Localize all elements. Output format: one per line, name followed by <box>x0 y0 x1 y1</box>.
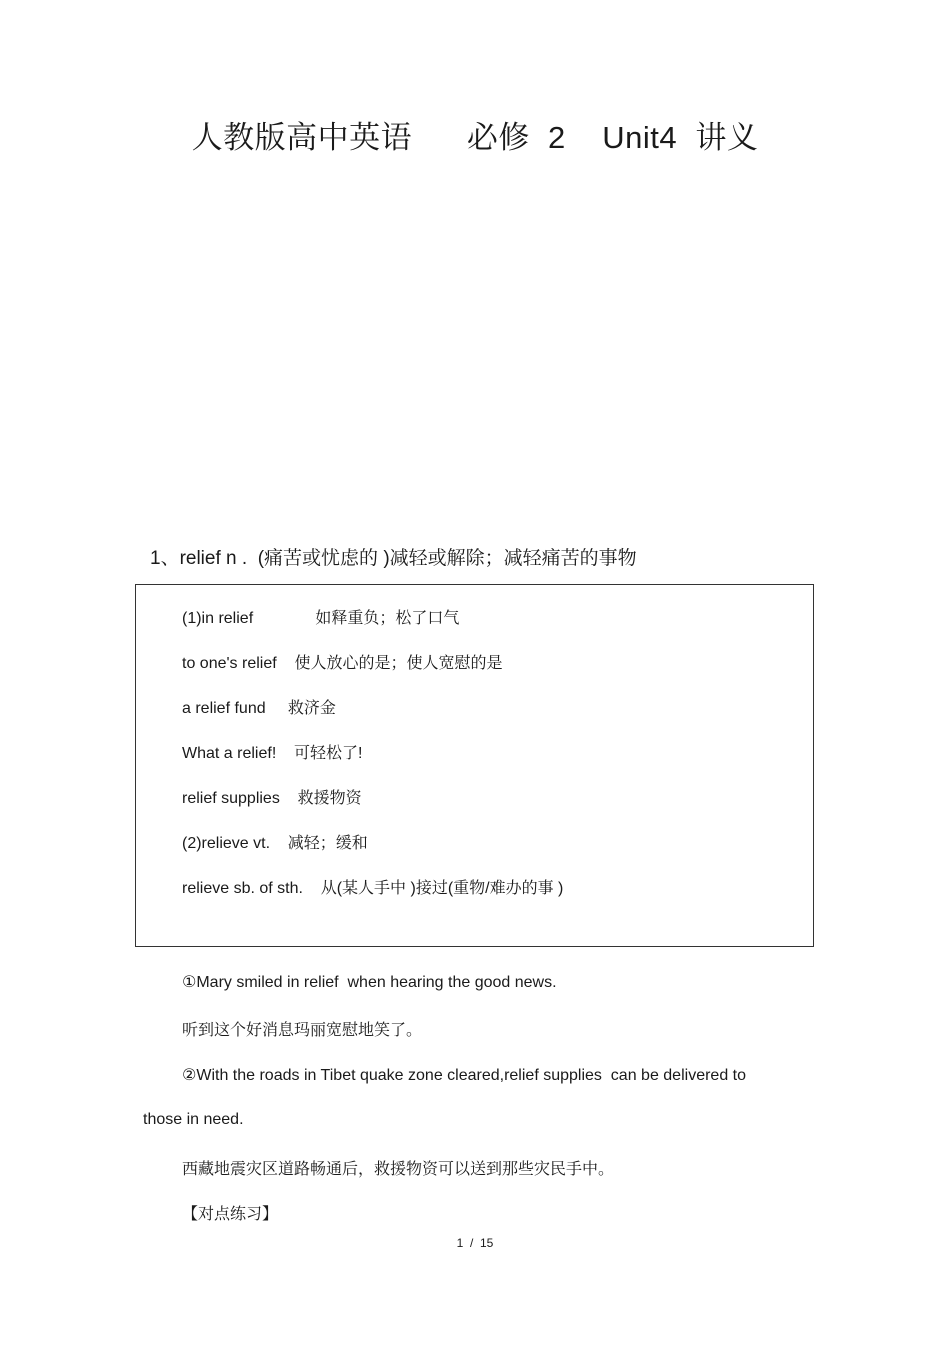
vocab-line: a relief fund 救济金 <box>182 700 336 717</box>
page-number: 1 / 15 <box>456 1236 494 1250</box>
section-heading: 1、relief n . (痛苦或忧虑的 )减轻或解除；减轻痛苦的事物 <box>150 548 637 569</box>
page-title: 人教版高中英语 必修 2 Unit4 讲义 <box>191 120 759 155</box>
practice-heading: 【对点练习】 <box>182 1206 279 1223</box>
example-1-english: ①Mary smiled in relief when hearing the good news. <box>182 974 557 991</box>
example-2-english-line-1: ②With the roads in Tibet quake zone cleared,relief supplies can be delivered to <box>182 1067 746 1084</box>
example-1-chinese: 听到这个好消息玛丽宽慰地笑了。 <box>182 1022 423 1039</box>
vocab-line: relief supplies 救援物资 <box>182 790 362 807</box>
vocab-line: relieve sb. of sth. 从(某人手中 )接过(重物/难办的事 ) <box>182 880 564 897</box>
vocab-box <box>135 584 814 947</box>
example-2-chinese: 西藏地震灾区道路畅通后，救援物资可以送到那些灾民手中。 <box>182 1161 615 1178</box>
vocab-line: (2)relieve vt. 减轻；缓和 <box>182 835 368 852</box>
vocab-line: to one's relief 使人放心的是；使人宽慰的是 <box>182 655 503 672</box>
vocab-line: (1)in relief 如释重负；松了口气 <box>182 610 460 627</box>
vocab-line: What a relief! 可轻松了! <box>182 745 363 762</box>
example-2-english-line-2: those in need. <box>143 1111 244 1128</box>
